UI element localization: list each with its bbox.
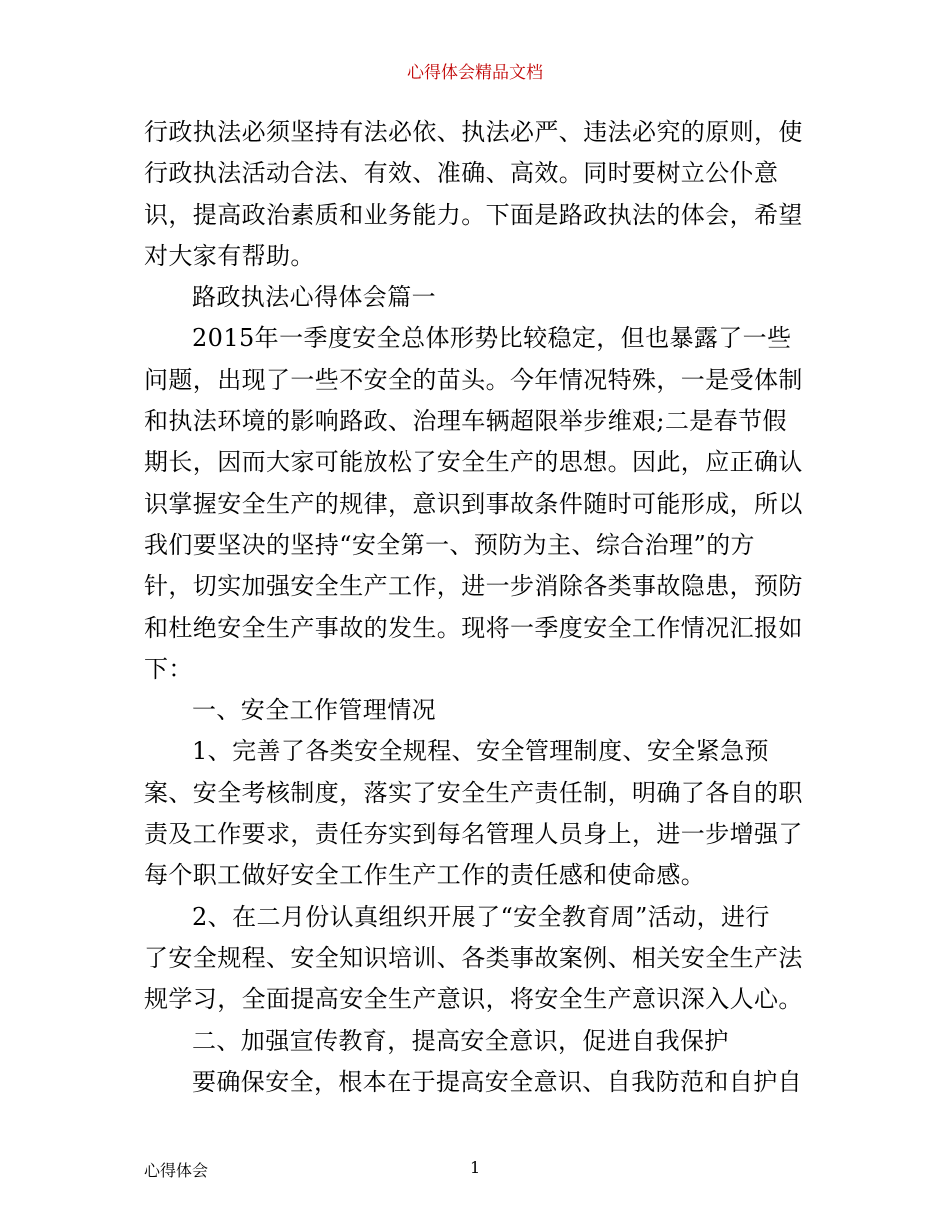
text-line: 责及工作要求，责任夯实到每名管理人员身上，进一步增强了 bbox=[144, 820, 803, 849]
text-line: 每个职工做好安全工作生产工作的责任感和使命感。 bbox=[144, 861, 706, 890]
page-header-title: 心得体会精品文档 bbox=[407, 63, 543, 83]
text-line: 2、在二月份认真组织开展了“安全教育周”活动，进行 bbox=[192, 902, 770, 931]
text-line: 规学习，全面提高安全生产意识，将安全生产意识深入人心。 bbox=[144, 985, 803, 1014]
text-line: 案、安全考核制度，落实了安全生产责任制，明确了各自的职 bbox=[144, 778, 803, 807]
text-line: 一、安全工作管理情况 bbox=[192, 696, 436, 725]
text-line: 路政执法心得体会篇一 bbox=[192, 283, 436, 312]
text-line: 对大家有帮助。 bbox=[144, 241, 315, 270]
text-line: 和杜绝安全生产事故的发生。现将一季度安全工作情况汇报如 bbox=[144, 613, 803, 642]
text-line: 二、加强宣传教育，提高安全意识，促进自我保护 bbox=[192, 1026, 729, 1055]
page-number: 1 bbox=[470, 1158, 481, 1177]
text-line: 识，提高政治素质和业务能力。下面是路政执法的体会，希望 bbox=[144, 200, 803, 229]
document-body bbox=[144, 112, 812, 1103]
text-line: 识掌握安全生产的规律，意识到事故条件随时可能形成，所以 bbox=[144, 489, 803, 518]
text-line: 行政执法活动合法、有效、准确、高效。同时要树立公仆意 bbox=[144, 159, 779, 188]
text-line: 期长，因而大家可能放松了安全生产的思想。因此，应正确认 bbox=[144, 448, 803, 477]
footer-label: 心得体会 bbox=[144, 1161, 209, 1180]
text-line: 和执法环境的影响路政、治理车辆超限举步维艰;二是春节假 bbox=[144, 407, 787, 436]
text-line: 针，切实加强安全生产工作，进一步消除各类事故隐患，预防 bbox=[144, 572, 803, 601]
text-line: 行政执法必须坚持有法必依、执法必严、违法必究的原则，使 bbox=[144, 118, 803, 146]
text-line: 了安全规程、安全知识培训、各类事故案例、相关安全生产法 bbox=[144, 943, 803, 972]
text-line: 要确保安全，根本在于提高安全意识、自我防范和自护自 bbox=[192, 1067, 802, 1096]
text-line: 1、完善了各类安全规程、安全管理制度、安全紧急预 bbox=[192, 737, 769, 766]
text-line: 2015年一季度安全总体形势比较稳定，但也暴露了一些 bbox=[192, 324, 792, 353]
text-line: 问题，出现了一些不安全的苗头。今年情况特殊，一是受体制 bbox=[144, 365, 803, 394]
text-line: 我们要坚决的坚持“安全第一、预防为主、综合治理”的方 bbox=[144, 530, 755, 559]
text-line: 下： bbox=[144, 654, 193, 683]
